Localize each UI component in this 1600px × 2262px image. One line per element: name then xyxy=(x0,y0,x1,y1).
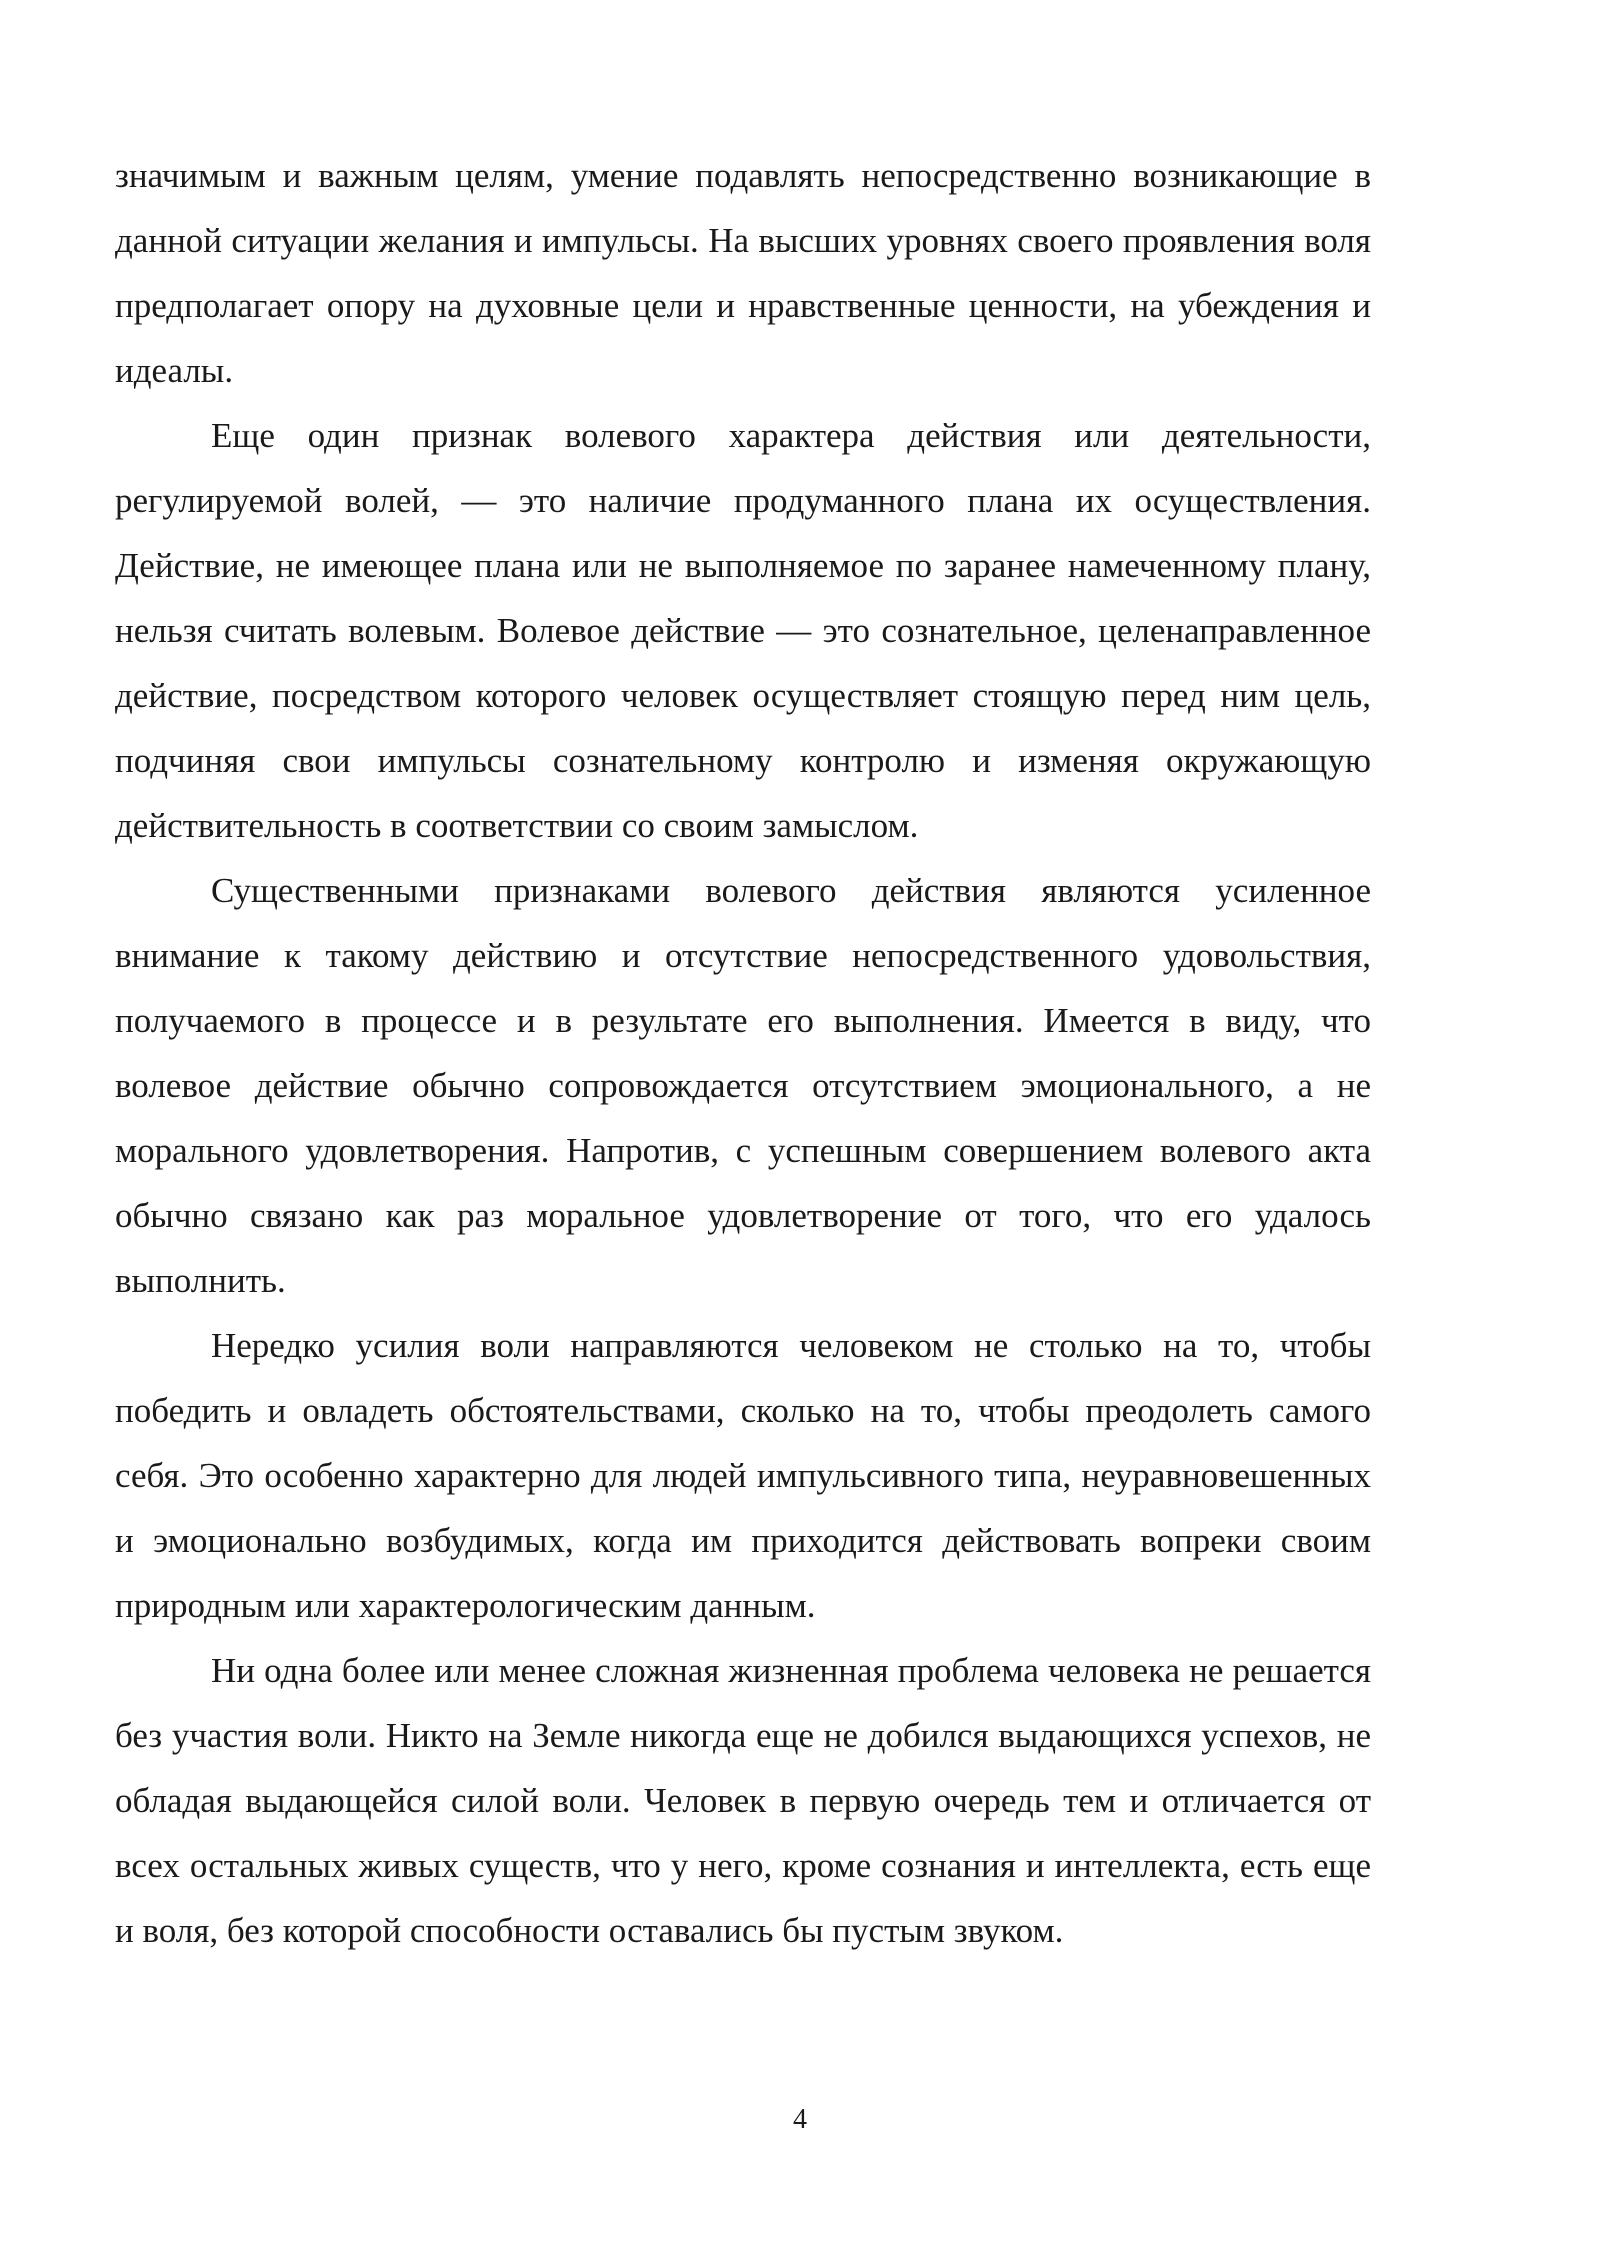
paragraph-4: Нередко усилия воли направляются человеком не столько на то, чтобы победить и овладеть обстоятельствами, сколько на то, чтобы преодолеть самого себя. Это особенно характерно для людей импульсивного типа, неуравновешенных и эмоционально возбудимых, когда им приходится действовать вопреки своим природным или характерологическим данным. xyxy=(115,1326,1371,1625)
paragraph-3: Существенными признаками волевого действия являются усиленное внимание к такому действию и отсутствие непосредственного удовольствия, получаемого в процессе и в результате его выполнения. Имеется в виду, что волевое действие обычно сопровождается отсутствием эмоционального, а не морального удовлетворения. Напротив, с успешным совершением волевого акта обычно связано как раз моральное удовлетворение от того, что его удалось выполнить. xyxy=(115,871,1371,1300)
text-body xyxy=(115,143,1371,1963)
paragraph-2: Еще один признак волевого характера действия или деятельности, регулируемой волей, — это наличие продуманного плана их осуществления. Действие, не имеющее плана или не выполняемое по заранее намеченному плану, нельзя считать волевым. Волевое действие — это сознательное, целенаправленное действие, посредством которого человек осуществляет стоящую перед ним цель, подчиняя свои импульсы сознательному контролю и изменяя окружающую действительность в соответствии со своим замыслом. xyxy=(115,416,1371,845)
paragraph-1: значимым и важным целям, умение подавлять непосредственно возникающие в данной ситуации желания и импульсы. На высших уровнях своего проявления воля предполагает опору на духовные цели и нравственные ценности, на убеждения и идеалы. xyxy=(115,156,1371,390)
page-number: 4 xyxy=(793,2104,807,2135)
paragraph-5: Ни одна более или менее сложная жизненная проблема человека не решается без участия воли. Никто на Земле никогда еще не добился выдающихся успехов, не обладая выдающейся силой воли. Человек в первую очередь тем и отличается от всех остальных живых существ, что у него, кроме сознания и интеллекта, есть еще и воля, без которой способности оставались бы пустым звуком. xyxy=(115,1651,1371,1950)
